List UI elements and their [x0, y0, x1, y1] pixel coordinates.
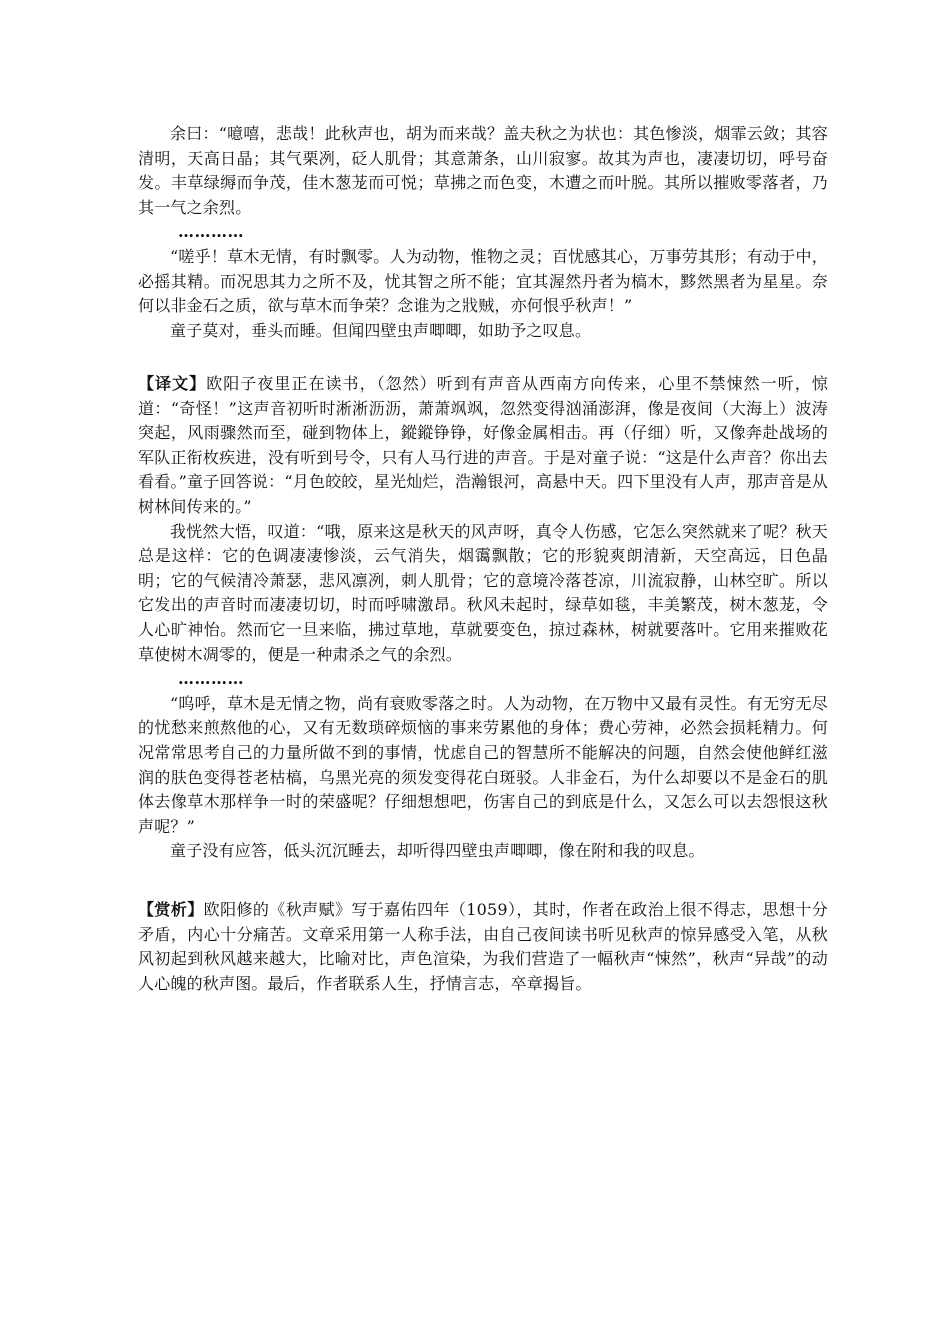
translation-paragraph-1-text: 欧阳子夜里正在读书，（忽然）听到有声音从西南方向传来，心里不禁悚然一听，惊道：“奇怪！”这声音初听时淅淅沥沥，萧萧飒飒，忽然变得汹涌澎湃，像是夜间（大海上）波涛突起，风雨骤然而至，碰到物体上，鏦鏦铮铮，好像金属相击。再（仔细）听，又像奔赴战场的军队正衔枚疾进，没有听到号令，只有人马行进的声音。于是对童子说：“这是什么声音？你出去看看。”童子回答说：“月色皎皎，星光灿烂，浩瀚银河，高悬中天。四下里没有人声，那声音是从树林间传来的。”	[138, 374, 828, 516]
appreciation-paragraph-text: 欧阳修的《秋声赋》写于嘉佑四年（1059），其时，作者在政治上很不得志，思想十分矛盾，内心十分痛苦。文章采用第一人称手法，由自己夜间读书听见秋声的惊异感受入笔，从秋风初起到秋风越来越大，比喻对比，声色渲染，为我们营造了一幅秋声“悚然”，秋声“异哉”的动人心魄的秋声图。最后，作者联系人生，抒情言志，卒章揭旨。	[138, 900, 828, 993]
original-paragraph-3: 童子莫对，垂头而睡。但闻四壁虫声唧唧，如助予之叹息。	[170, 320, 592, 340]
translation-ellipsis: …………	[178, 669, 244, 689]
translation-paragraph-2: 我恍然大悟，叹道：“哦，原来这是秋天的风声呀，真令人伤感，它怎么突然就来了呢？秋天总是这样：它的色调凄凄惨淡，云气消失，烟霭飘散；它的形貌爽朗清新，天空高远，日色晶明；它的气候清冷萧瑟，悲风凛冽，刺人肌骨；它的意境冷落苍凉，川流寂静，山林空旷。所以它发出的声音时而凄凄切切，时而呼啸激昂。秋风未起时，绿草如毯，丰美繁茂，树木葱茏，令人心旷神怡。然而它一旦来临，拂过草地，草就要变色，掠过森林，树就要落叶。它用来摧败花草使树木凋零的，便是一种肃杀之气的余烈。	[138, 521, 828, 664]
original-text-section	[138, 122, 828, 343]
original-paragraph-1: 余曰：“噫嘻，悲哉！此秋声也，胡为而来哉？盖夫秋之为状也：其色惨淡，烟霏云敛；其容清明，天高日晶；其气栗冽，砭人肌骨；其意萧条，山川寂寥。故其为声也，凄凄切切，呼号奋发。丰草绿缛而争茂，佳木葱茏而可悦；草拂之而色变，木遭之而叶脱。其所以摧败零落者，乃其一气之余烈。	[138, 124, 828, 217]
appreciation-section	[138, 898, 828, 996]
translation-paragraph-3: “呜呼，草木是无情之物，尚有衰败零落之时。人为动物，在万物中又最有灵性。有无穷无尽的忧愁来煎熬他的心，又有无数琐碎烦恼的事来劳累他的身体；费心劳神，必然会损耗精力。何况常常思考自己的力量所做不到的事情，忧虑自己的智慧所不能解决的问题，自然会使他鲜红滋润的肤色变得苍老枯槁，乌黑光亮的须发变得花白斑驳。人非金石，为什么却要以不是金石的肌体去像草木那样争一时的荣盛呢？仔细想想吧，伤害自己的到底是什么，又怎么可以去怨恨这秋声呢？”	[138, 693, 828, 836]
appreciation-label: 【赏析】	[138, 900, 204, 919]
translation-section	[138, 372, 828, 864]
translation-paragraph-4: 童子没有应答，低头沉沉睡去，却听得四壁虫声唧唧，像在附和我的叹息。	[170, 841, 705, 861]
translation-label: 【译文】	[138, 374, 207, 393]
original-paragraph-2: “嗟乎！草木无情，有时飘零。人为动物，惟物之灵；百忧感其心，万事劳其形；有动于中，必摇其精。而况思其力之所不及，忧其智之所不能；宜其渥然丹者为槁木，黟然黑者为星星。奈何以非金石之质，欲与草木而争荣？念谁为之戕贼，亦何恨乎秋声！”	[138, 246, 828, 316]
appreciation-paragraph	[138, 898, 828, 996]
original-ellipsis: …………	[178, 222, 244, 242]
translation-paragraph-1	[138, 372, 828, 520]
